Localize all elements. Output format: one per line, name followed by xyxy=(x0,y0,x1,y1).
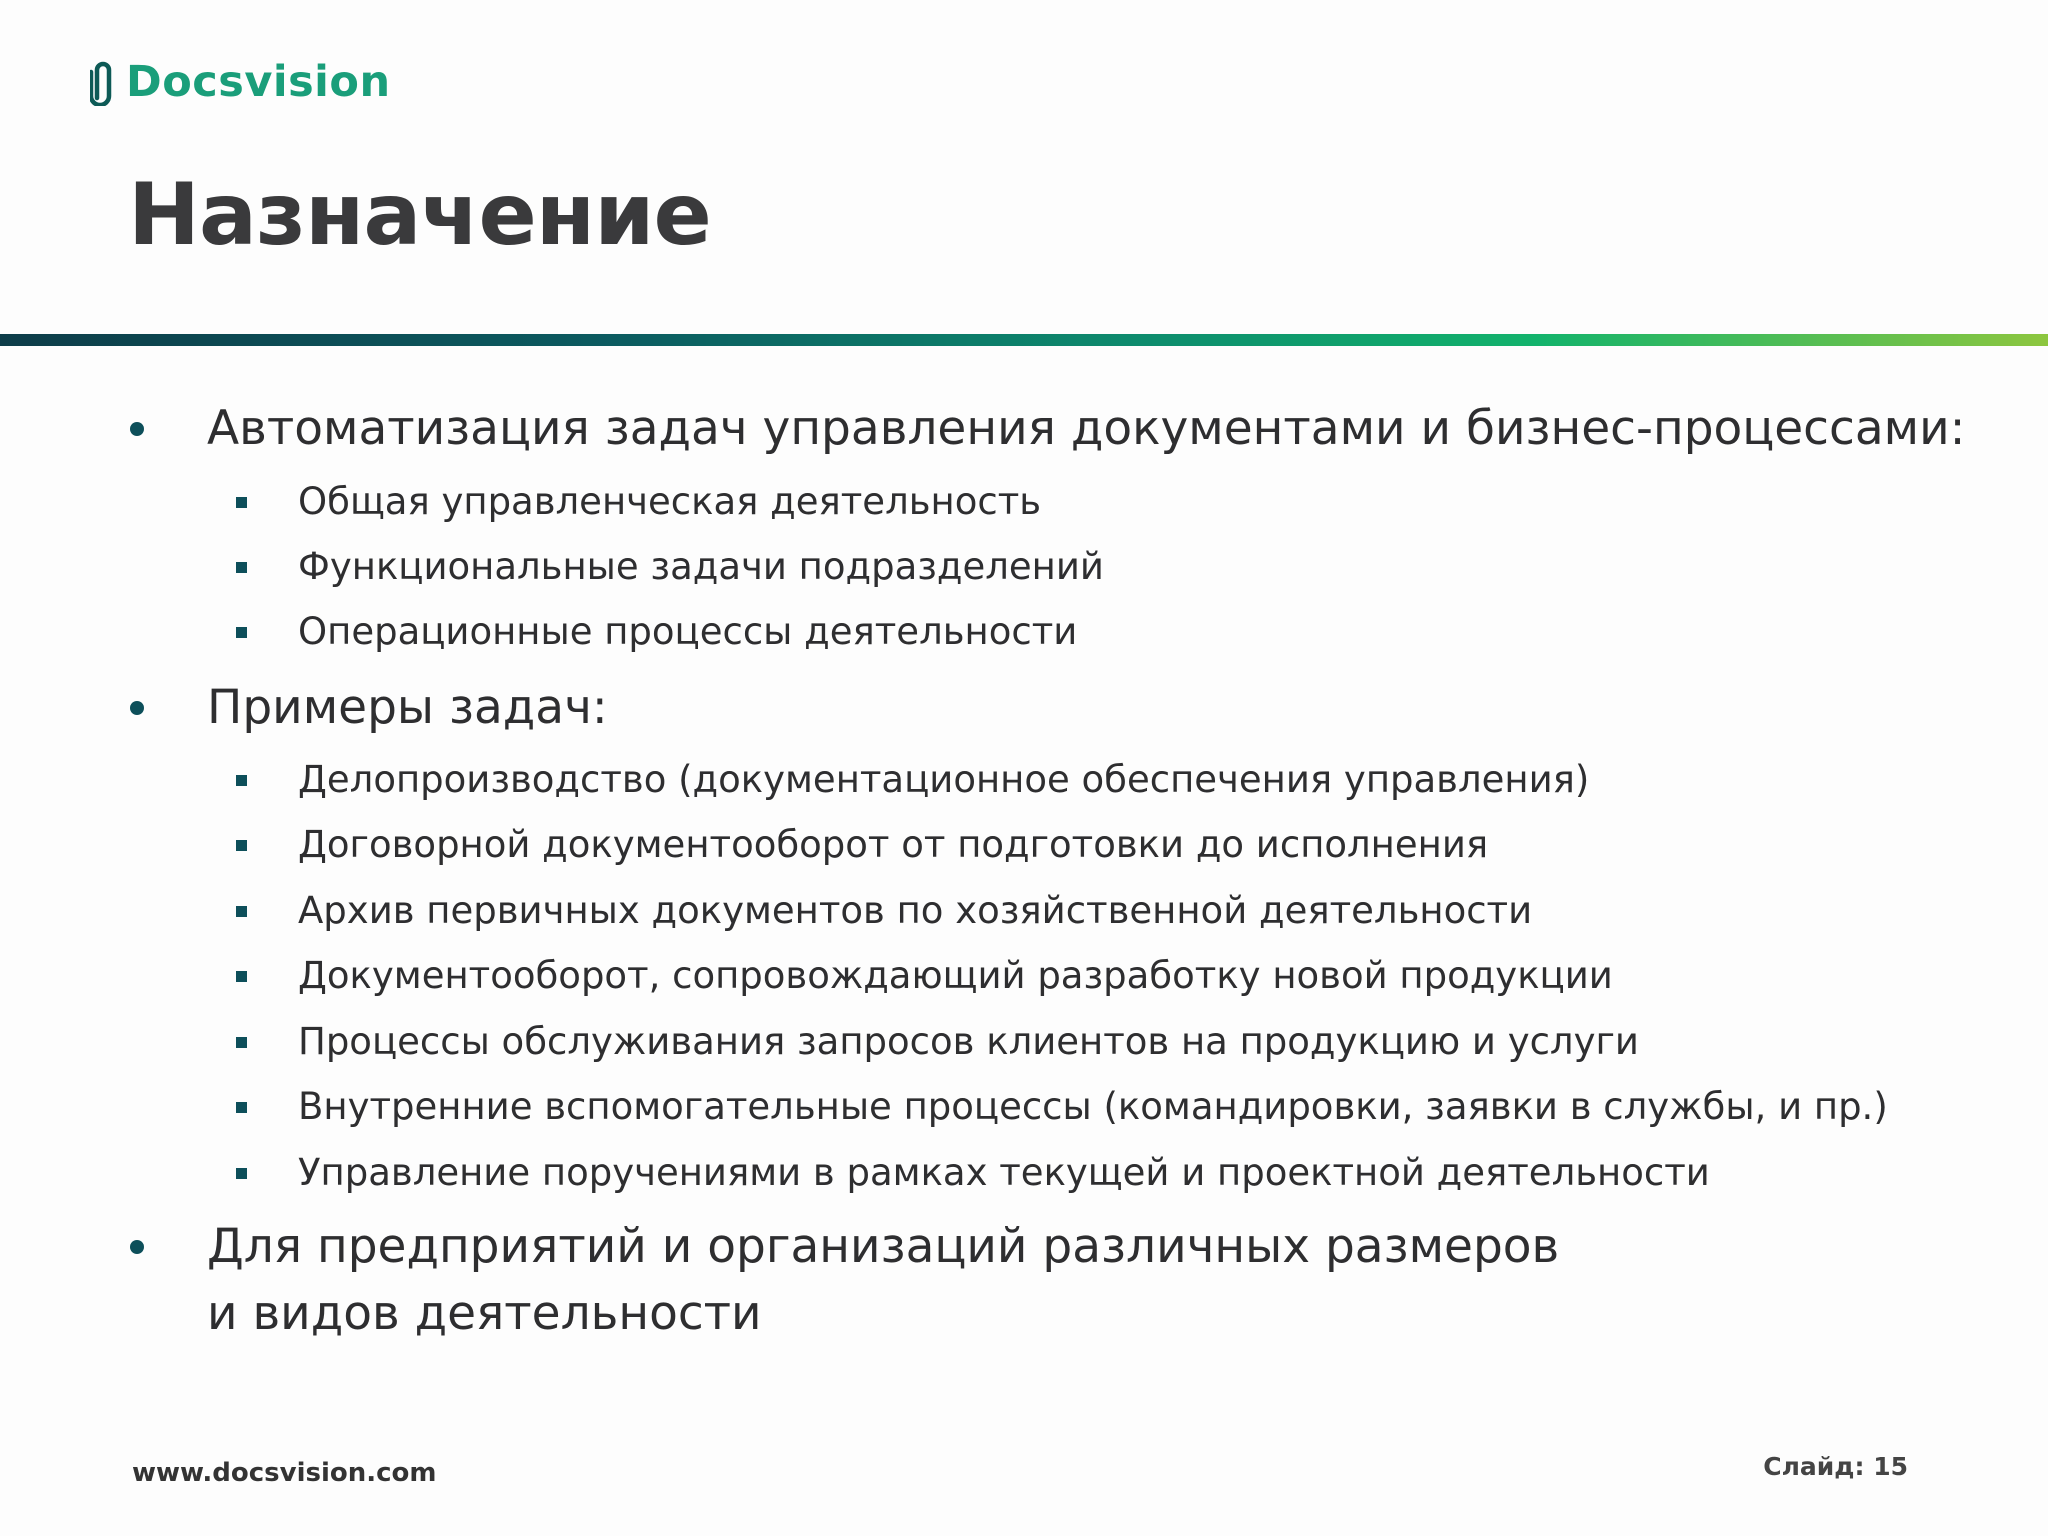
square-bullet-icon xyxy=(236,775,247,786)
square-bullet-icon xyxy=(236,906,247,917)
sub-bullet-text: Процессы обслуживания запросов клиентов на продукцию и услуги xyxy=(298,1020,1639,1063)
bullet-dot-icon xyxy=(130,701,144,715)
sub-bullet-text: Архив первичных документов по хозяйственной деятельности xyxy=(298,889,1533,932)
bullet-text: и видов деятельности xyxy=(207,1286,762,1341)
square-bullet-icon xyxy=(236,562,247,573)
sub-bullet-text: Внутренние вспомогательные процессы (командировки, заявки в службы, и пр.) xyxy=(298,1085,1888,1128)
footer-url: www.docsvision.com xyxy=(132,1458,437,1488)
square-bullet-icon xyxy=(236,627,247,638)
bullet-dot-icon xyxy=(130,422,144,436)
sub-bullet-text: Управление поручениями в рамках текущей и проектной деятельности xyxy=(298,1151,1710,1194)
paperclip-icon xyxy=(90,58,116,106)
square-bullet-icon xyxy=(236,1037,247,1048)
sub-bullet-text: Договорной документооборот от подготовки до исполнения xyxy=(298,823,1489,866)
square-bullet-icon xyxy=(236,1168,247,1179)
sub-bullet-text: Операционные процессы деятельности xyxy=(298,610,1078,653)
gradient-divider xyxy=(0,334,2048,346)
bullet-text: Примеры задач: xyxy=(207,680,608,735)
bullet-dot-icon xyxy=(130,1240,144,1254)
square-bullet-icon xyxy=(236,1102,247,1113)
slide-number: Слайд: 15 xyxy=(1763,1452,1908,1481)
sub-bullet-text: Документооборот, сопровождающий разработку новой продукции xyxy=(298,954,1613,997)
square-bullet-icon xyxy=(236,497,247,508)
sub-bullet-text: Делопроизводство (документационное обеспечения управления) xyxy=(298,758,1590,801)
sub-bullet-text: Общая управленческая деятельность xyxy=(298,480,1042,523)
logo xyxy=(90,56,391,108)
page-title: Назначение xyxy=(128,165,711,265)
bullet-text: Автоматизация задач управления документами и бизнес-процессами: xyxy=(207,401,1966,456)
logo-text: Docsvision xyxy=(126,57,391,107)
bullet-text: Для предприятий и организаций различных размеров xyxy=(207,1219,1560,1274)
square-bullet-icon xyxy=(236,840,247,851)
sub-bullet-text: Функциональные задачи подразделений xyxy=(298,545,1104,588)
square-bullet-icon xyxy=(236,971,247,982)
